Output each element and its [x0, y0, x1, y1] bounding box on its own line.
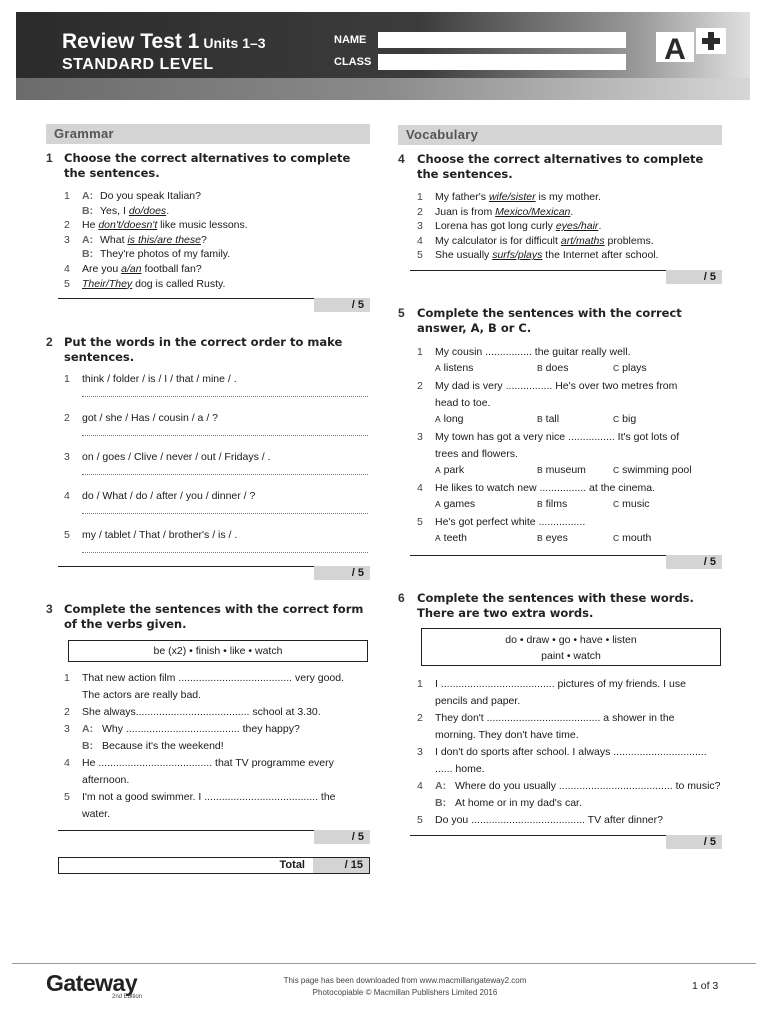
score-box: / 5 [314, 566, 370, 580]
score-box: / 5 [314, 830, 370, 844]
a-plus-logo-icon [656, 28, 726, 64]
item-number: 2 [417, 205, 423, 218]
sentence-text: My father's [435, 191, 489, 203]
option-text: plays [622, 362, 647, 374]
sentence: At home or in my dad's car. [455, 797, 582, 809]
sentence: He's got perfect white ................ [435, 516, 586, 528]
sentence-text: Yes, I [100, 204, 129, 217]
answer-option [613, 464, 692, 476]
sentence: He ....................................... that TV programme every [82, 757, 334, 769]
name-label: NAME [334, 34, 367, 46]
option-letter: C [613, 363, 620, 373]
item-number: 1 [417, 346, 423, 358]
answer-line [82, 552, 368, 553]
speaker-label: A: [82, 233, 94, 246]
test-level: STANDARD LEVEL [62, 56, 214, 73]
exercise-number: 3 [46, 602, 53, 616]
sentence-text: . [598, 220, 602, 233]
sentence: morning. They don't have time. [435, 729, 579, 741]
item-number: 3 [64, 723, 70, 735]
item-number: 1 [64, 373, 70, 385]
option-text: eyes [545, 532, 568, 544]
answer-options: art/maths [560, 234, 605, 247]
answer-option [537, 362, 568, 374]
option-letter: B [537, 363, 543, 373]
answer-options: wife/sister [488, 191, 536, 203]
option-letter: C [613, 499, 620, 509]
item-number: 5 [417, 516, 423, 528]
item-number: 2 [64, 706, 70, 718]
item-number: 5 [64, 791, 70, 803]
copyright-note: Photocopiable © Macmillan Publishers Limited 2016 [312, 988, 498, 997]
speaker-label: A: [82, 190, 94, 202]
name-field[interactable] [378, 32, 626, 48]
word-box [421, 628, 721, 666]
sentence [435, 248, 659, 262]
speaker-label: A: [435, 780, 447, 792]
option-text: mouth [622, 532, 652, 544]
item-number: 4 [64, 757, 70, 769]
sentence: ...... home. [435, 763, 485, 775]
exercise-4-instruction: Choose the correct alternatives to complete the sentences. [417, 152, 704, 181]
word-order-prompt: do / What / do / after / you / dinner / ? [82, 490, 256, 502]
answer-option [537, 464, 586, 476]
option-letter: A [435, 414, 441, 424]
sentence-text: Are you [82, 263, 122, 275]
exercise-6-instruction: Complete the sentences with these words. There are two extra words. [417, 591, 694, 620]
option-letter: A [435, 363, 441, 373]
answer-options: do/does [128, 204, 167, 217]
answer-line [82, 396, 368, 397]
grammar-heading: Grammar [46, 124, 370, 144]
sentence [100, 189, 201, 203]
sentence [100, 204, 169, 218]
answer-line [82, 474, 368, 475]
speaker-label: B: [435, 797, 447, 809]
exercise-number: 4 [398, 152, 405, 166]
sentence: That new action film ....................................... very good. [82, 672, 345, 684]
option-text: big [622, 413, 637, 425]
sentence-text: dog is called Rusty. [132, 277, 226, 290]
option-text: does [545, 362, 569, 374]
sentence [100, 247, 230, 261]
sentence-text: is my mother. [535, 191, 601, 203]
exercise-number: 6 [398, 591, 405, 605]
answer-option [435, 413, 464, 425]
answer-option [435, 532, 467, 544]
word-order-prompt: think / folder / is / I / that / mine / . [82, 373, 237, 385]
item-number: 1 [64, 672, 70, 684]
sentence: Do you ....................................... TV after dinner? [435, 814, 663, 826]
item-number: 4 [417, 482, 423, 494]
sentence [435, 190, 601, 204]
total-label: Total [279, 859, 305, 871]
word-box-line: do • draw • go • have • listen [505, 634, 637, 646]
sentence: Why ....................................... they happy? [102, 723, 300, 735]
score-box: / 5 [314, 298, 370, 312]
word-box: be (x2) • finish • like • watch [68, 640, 368, 662]
total-score: / 15 [313, 858, 369, 873]
speaker-label: B: [82, 248, 94, 261]
answer-option [613, 532, 651, 544]
sentence: I'm not a good swimmer. I ....................................... the [82, 791, 336, 803]
answer-option [435, 464, 464, 476]
class-field[interactable] [378, 54, 626, 70]
option-text: films [545, 498, 568, 510]
answer-line [82, 435, 368, 436]
exercise-number: 1 [46, 151, 53, 165]
sentence-text: ? [200, 233, 207, 246]
answer-option [537, 413, 559, 425]
exercise-number: 2 [46, 335, 53, 349]
sentence: water. [82, 808, 111, 820]
sentence-text: My calculator is for difficult [435, 234, 561, 247]
sentence [82, 218, 248, 232]
sentence: Where do you usually ....................................... to music? [455, 780, 721, 792]
answer-line [82, 513, 368, 514]
sentence-text: They're photos of my family. [100, 248, 231, 261]
answer-option [613, 413, 636, 425]
sentence: afternoon. [82, 774, 130, 786]
answer-option [435, 362, 473, 374]
item-number: 1 [417, 678, 423, 690]
sentence-text: Lorena has got long curly [435, 220, 556, 233]
speaker-label: B: [82, 204, 94, 217]
answer-options: Their/They [82, 277, 133, 290]
item-number: 3 [417, 431, 423, 443]
sentence: pencils and paper. [435, 695, 521, 707]
option-text: swimming pool [622, 464, 692, 476]
sentence-text: . [570, 205, 574, 218]
item-number: 2 [417, 712, 423, 724]
page-header [16, 12, 750, 100]
exercise-3-instruction: Complete the sentences with the correct form of the verbs given. [64, 602, 364, 631]
class-label: CLASS [334, 56, 372, 68]
sentence [82, 277, 225, 291]
option-letter: C [613, 414, 620, 424]
word-order-prompt: on / goes / Clive / never / out / Fridays / . [82, 451, 271, 463]
sentence: My cousin ................ the guitar really well. [435, 346, 631, 358]
option-letter: C [613, 465, 620, 475]
word-order-prompt: my / tablet / That / brother's / is / . [82, 529, 238, 541]
answer-options: a/an [121, 263, 142, 275]
exercise-2-instruction: Put the words in the correct order to make sentences. [64, 335, 343, 364]
option-letter: A [435, 499, 441, 509]
sentence-text: She usually [435, 249, 493, 262]
sentence: trees and flowers. [435, 448, 518, 460]
answer-options: surfs/plays [492, 249, 543, 262]
item-number: 3 [64, 451, 70, 463]
sentence-text: Do you speak Italian? [100, 190, 201, 202]
answer-option [435, 498, 475, 510]
answer-options: don't/doesn't [98, 219, 158, 232]
item-number: 5 [417, 814, 423, 826]
speaker-label: A: [82, 723, 94, 735]
test-units: Units 1–3 [203, 35, 266, 51]
item-number: 5 [64, 277, 70, 290]
exercise-5-instruction: Complete the sentences with the correct answer, A, B or C. [417, 306, 682, 335]
sentence: I don't do sports after school. I always ................................ [435, 746, 707, 758]
option-text: music [622, 498, 650, 510]
answer-option [537, 532, 568, 544]
exercise-number: 5 [398, 306, 405, 320]
sentence [100, 233, 207, 247]
sentence-text: the Internet after school. [542, 249, 659, 262]
sentence: My town has got a very nice ................ It's got lots of [435, 431, 680, 443]
sentence: My dad is very ................ He's over two metres from [435, 380, 678, 392]
sentence-text: He [82, 219, 99, 232]
item-number: 4 [64, 490, 70, 502]
sentence: head to toe. [435, 397, 491, 409]
score-box: / 5 [666, 835, 722, 849]
sentence: She always....................................... school at 3.30. [82, 706, 321, 718]
item-number: 4 [64, 263, 70, 275]
sentence-text: like music lessons. [157, 219, 248, 232]
header-band [16, 78, 750, 100]
item-number: 4 [417, 780, 423, 792]
option-letter: B [537, 465, 543, 475]
option-text: long [443, 413, 464, 425]
speaker-label: B: [82, 740, 94, 752]
option-letter: A [435, 465, 441, 475]
sentence-text: problems. [604, 234, 654, 247]
answer-option [613, 362, 647, 374]
sentence: Because it's the weekend! [102, 740, 224, 752]
sentence: I ....................................... pictures of my friends. I use [435, 678, 686, 690]
score-box: / 5 [666, 270, 722, 284]
edition-label: 2nd Edition [112, 994, 143, 1000]
option-text: games [443, 498, 476, 510]
item-number: 2 [64, 412, 70, 424]
item-number: 2 [417, 380, 423, 392]
sentence: The actors are really bad. [82, 689, 202, 701]
sentence-text: football fan? [141, 263, 202, 275]
sentence-text: Juan is from [435, 205, 496, 218]
item-number: 3 [417, 220, 423, 233]
sentence: He likes to watch new ................ at the cinema. [435, 482, 656, 494]
option-text: tall [545, 413, 560, 425]
option-letter: B [537, 414, 543, 424]
item-number: 4 [417, 234, 423, 247]
sentence [435, 219, 601, 233]
sentence [435, 234, 654, 248]
exercise-1-instruction: Choose the correct alternatives to complete the sentences. [64, 151, 351, 180]
option-letter: B [537, 499, 543, 509]
sentence [82, 262, 202, 276]
item-number: 3 [64, 233, 70, 246]
sentence-text: What [100, 233, 128, 246]
answer-options: Mexico/Mexican [495, 205, 571, 218]
page-number: 1 of 3 [692, 980, 719, 992]
sentence: They don't ....................................... a shower in the [435, 712, 675, 724]
option-letter: B [537, 533, 543, 543]
answer-option [613, 498, 650, 510]
word-box-line: paint • watch [541, 650, 601, 662]
total-box [58, 857, 370, 874]
item-number: 5 [64, 529, 70, 541]
option-text: teeth [443, 532, 468, 544]
item-number: 3 [417, 746, 423, 758]
score-box: / 5 [666, 555, 722, 569]
vocabulary-heading: Vocabulary [398, 125, 722, 145]
word-order-prompt: got / she / Has / cousin / a / ? [82, 412, 218, 424]
sentence [435, 205, 573, 219]
option-text: park [443, 464, 465, 476]
option-text: listens [443, 362, 474, 374]
download-note: This page has been downloaded from www.macmillangateway2.com [283, 976, 527, 985]
test-title: Review Test 1 Units 1–3 [62, 30, 266, 53]
answer-options: eyes/hair [555, 220, 599, 233]
option-text: museum [545, 464, 586, 476]
sentence-text: . [166, 204, 170, 217]
answer-option [537, 498, 567, 510]
footer-divider [12, 963, 756, 964]
option-letter: A [435, 533, 441, 543]
gateway-logo: Gateway [46, 970, 138, 996]
item-number: 5 [417, 249, 423, 262]
item-number: 1 [417, 191, 423, 203]
answer-options: is this/are these [127, 233, 201, 246]
option-letter: C [613, 533, 620, 543]
item-number: 1 [64, 190, 70, 202]
svg-text:A: A [664, 33, 686, 64]
item-number: 2 [64, 219, 70, 232]
